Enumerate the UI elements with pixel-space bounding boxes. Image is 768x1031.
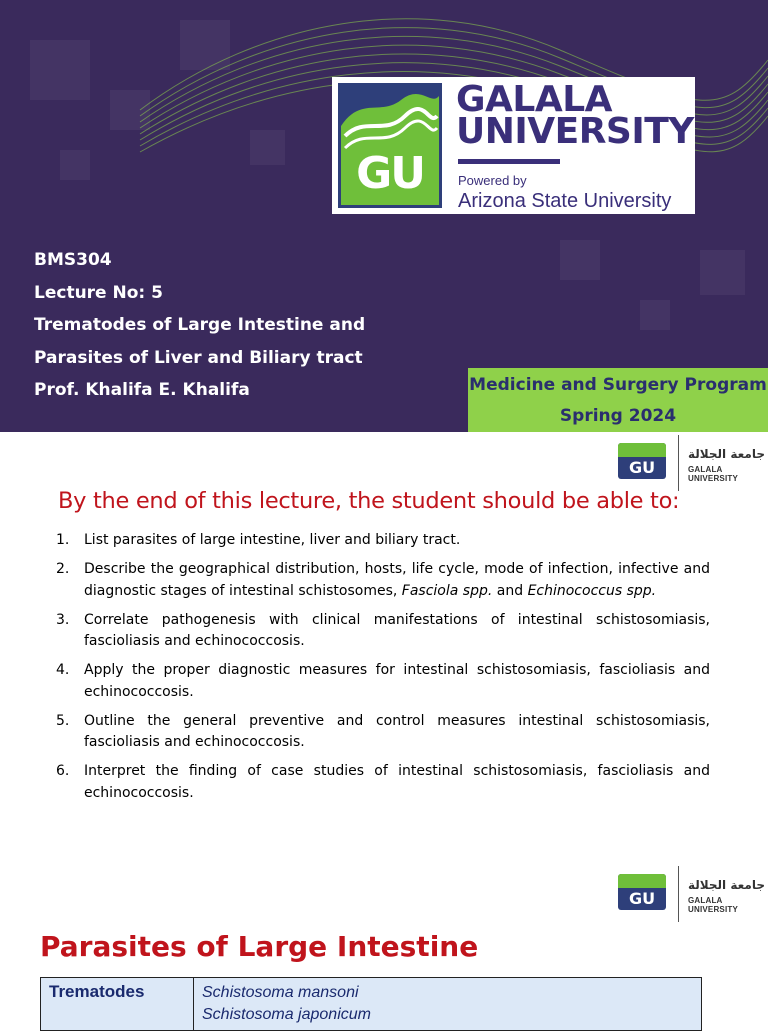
course-info (34, 244, 365, 407)
gu-emblem-text: GU (356, 148, 424, 199)
galala-logo (332, 77, 695, 214)
galala-small-logo (618, 435, 766, 491)
course-code: BMS304 (34, 250, 112, 270)
objectives-heading: By the end of this lecture, the student should be able to: (58, 488, 680, 514)
university-name-line2: UNIVERSITY (456, 111, 694, 152)
parasites-heading: Parasites of Large Intestine (40, 930, 479, 963)
gu-small-icon: GU (618, 443, 666, 479)
list-item: 6. Interpret the finding of case studies of intestinal schistosomiasis, fascioliasis and echinococcosis. (56, 763, 710, 801)
english-name: GALALA UNIVERSITY (688, 465, 739, 483)
term: Spring 2024 (559, 406, 677, 426)
lecture-number: Lecture No: 5 (34, 282, 163, 303)
parasites-table (40, 977, 702, 1031)
professor-name: Prof. Khalifa E. Khalifa (34, 380, 250, 400)
title-slide (0, 0, 768, 432)
list-item: 4. Apply the proper diagnostic measures for intestinal schistosomiasis, fascioliasis and echinococcosis. (56, 662, 710, 700)
english-name: GALALA UNIVERSITY (688, 896, 739, 914)
powered-by: Powered by (458, 173, 527, 188)
list-item: 2. Describe the geographical distribution, hosts, life cycle, mode of infection, infective and diagnostic stages of intestinal schistosomes, Fasciola spp. and Echinococcus spp. (56, 561, 710, 599)
table-cell-species: Schistosoma mansoni Schistosoma japonicum (194, 978, 702, 1031)
arabic-name: جامعة الجلالة (688, 878, 765, 892)
lecture-title-line2: Parasites of Liver and Biliary tract (34, 347, 363, 368)
logo-divider (458, 159, 560, 164)
list-item: 5. Outline the general preventive and control measures intestinal schistosomiasis, fascioliasis and echinococcosis. (56, 712, 710, 750)
list-item: 3. Correlate pathogenesis with clinical manifestations of intestinal schistosomiasis, fascioliasis and echinococcosis. (56, 611, 710, 649)
gu-emblem-icon (338, 83, 442, 208)
university-name-line1: GALALA (456, 79, 613, 120)
galala-small-logo (618, 866, 766, 922)
table-cell-label: Trematodes (41, 978, 194, 1031)
partner-name: Arizona State University (458, 190, 672, 212)
program-box (468, 368, 768, 432)
gu-small-icon: GU (618, 874, 666, 910)
program-name: Medicine and Surgery Program (469, 375, 767, 395)
list-item: 1. List parasites of large intestine, liver and biliary tract. (56, 532, 461, 548)
table-row (41, 978, 702, 1031)
lecture-title-line1: Trematodes of Large Intestine and (34, 315, 366, 335)
arabic-name: جامعة الجلالة (688, 447, 765, 461)
objectives-list (56, 530, 710, 812)
